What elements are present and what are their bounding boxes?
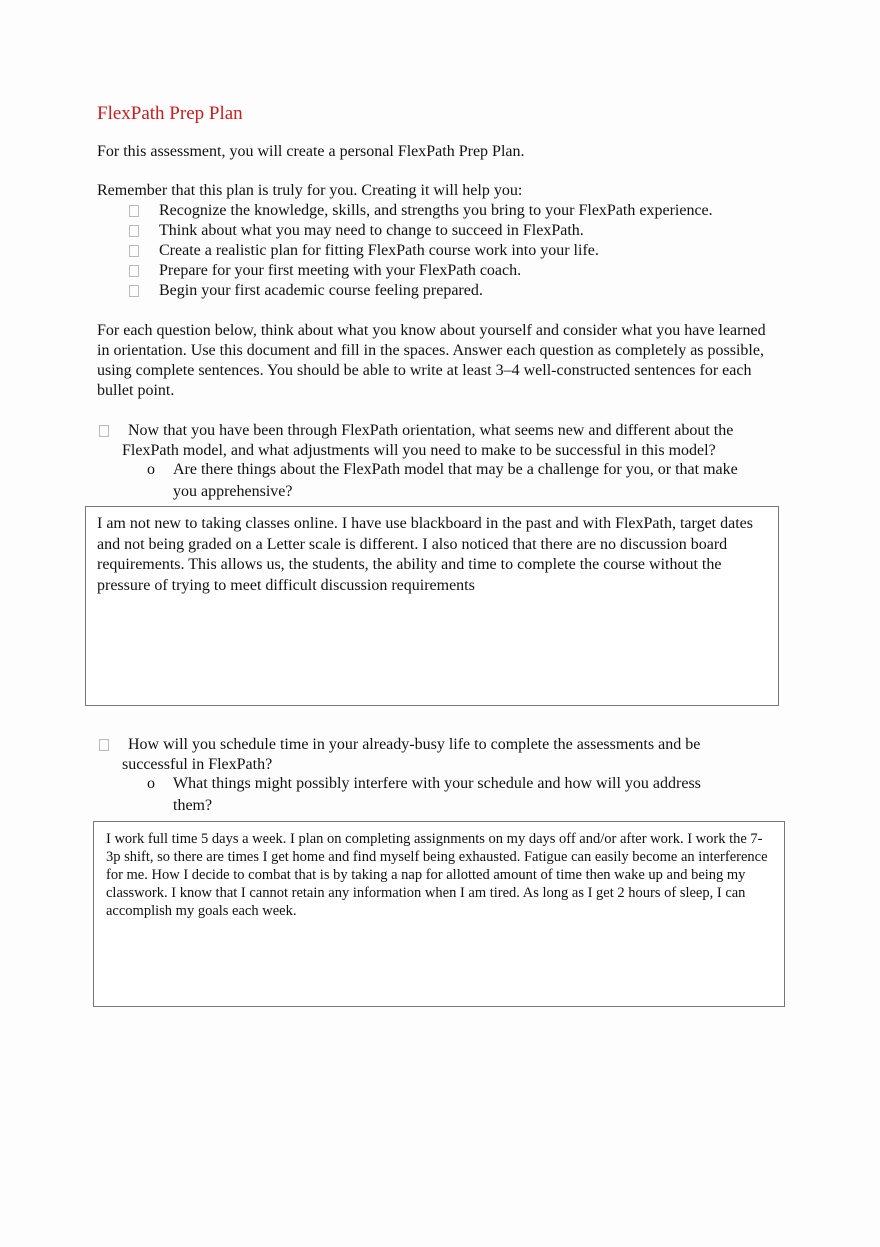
subquestion-line-1: Are there things about the FlexPath model that may be a challenge for you, or that make	[173, 461, 738, 478]
checkbox-bullet-icon	[129, 225, 139, 237]
question-1-line-1: Now that you have been through FlexPath orientation, what seems new and different about the	[128, 422, 734, 439]
page-title: FlexPath Prep Plan	[97, 103, 243, 124]
list-item: Begin your first academic course feeling prepared.	[159, 281, 483, 301]
remember-text: Remember that this plan is truly for you. Creating it will help you:	[97, 182, 523, 199]
list-item: Prepare for your first meeting with your FlexPath coach.	[159, 261, 521, 281]
checkbox-bullet-icon	[129, 285, 139, 297]
question-2-line-2: successful in FlexPath?	[122, 756, 273, 773]
subquestion-line-1: What things might possibly interfere with your schedule and how will you address	[173, 775, 701, 792]
answer-box-1[interactable]	[85, 506, 779, 706]
list-item: Create a realistic plan for fitting FlexPath course work into your life.	[159, 241, 599, 261]
answer-2-text: I work full time 5 days a week. I plan on completing assignments on my days off and/or after work. I work the 7-3p shift, so there are times I get home and find myself being exhausted. Fatigue can easily become an interference for me. How I decide to combat that is by taking a nap for allotted amount of time then wake up and being my classwork. I know that I cannot retain any information when I am tired. As long as I get 2 hours of sleep, I can accomplish my goals each week.	[106, 831, 768, 919]
checkbox-bullet-icon	[129, 265, 139, 277]
sub-bullet-marker: o	[147, 775, 155, 792]
question-1-line-2: FlexPath model, and what adjustments will you need to make to be successful in this model?	[122, 442, 716, 459]
list-item: Recognize the knowledge, skills, and strengths you bring to your FlexPath experience.	[159, 201, 713, 221]
checkbox-bullet-icon	[129, 205, 139, 217]
list-item: Think about what you may need to change to succeed in FlexPath.	[159, 221, 584, 241]
checkbox-bullet-icon	[99, 739, 109, 751]
sub-bullet-marker: o	[147, 461, 155, 478]
question-2	[97, 735, 787, 775]
answer-1-text: I am not new to taking classes online. I have use blackboard in the past and with FlexPath, target dates and not being graded on a Letter scale is different. I also noticed that there are no discussion board requirements. This allows us, the students, the ability and time to complete the course without the pressure of trying to meet difficult discussion requirements	[97, 515, 753, 594]
answer-box-2[interactable]	[93, 821, 785, 1007]
checkbox-bullet-icon	[129, 245, 139, 257]
intro-text: For this assessment, you will create a personal FlexPath Prep Plan.	[97, 143, 525, 160]
subquestion-line-2: them?	[173, 797, 213, 814]
subquestion-line-2: you apprehensive?	[173, 483, 293, 500]
question-2-line-1: How will you schedule time in your already-busy life to complete the assessments and be	[128, 736, 701, 753]
question-2-subquestion	[147, 773, 787, 817]
checkbox-bullet-icon	[99, 425, 109, 437]
question-1-subquestion	[147, 459, 787, 503]
question-1	[97, 421, 787, 461]
instructions-text: For each question below, think about what you know about yourself and consider what you have learned in orientation. Use this document and fill in the spaces. Answer each question as completely as possible, using complete sentences. You should be able to write at least 3–4 well-constructed sentences for each bullet point.	[97, 322, 766, 399]
